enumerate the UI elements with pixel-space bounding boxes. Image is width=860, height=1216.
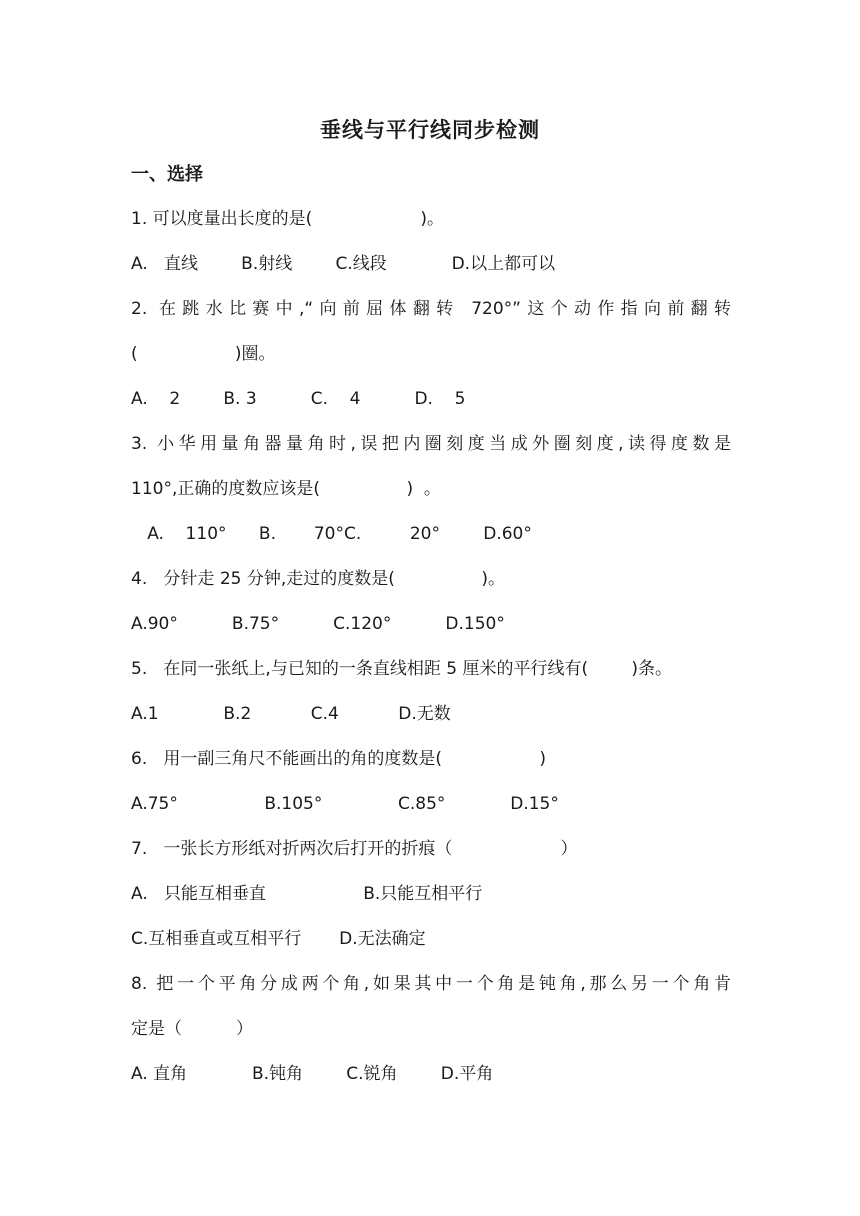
document-title: 垂线与平行线同步检测	[320, 118, 540, 142]
question-2-options: A. 2 B. 3 C. 4 D. 5	[131, 389, 466, 409]
question-7-options-a-b: A. 只能互相垂直 B.只能互相平行	[131, 884, 483, 904]
question-8: 8. 把一个平角分成两个角,如果其中一个角是钝角,那么另一个角肯	[131, 974, 731, 994]
question-1-options: A. 直线 B.射线 C.线段 D.以上都可以	[131, 254, 556, 274]
section-heading: 一、选择	[131, 164, 203, 185]
question-7-options-c-d: C.互相垂直或互相平行 D.无法确定	[131, 929, 426, 949]
question-3: 3. 小华用量角器量角时,误把内圈刻度当成外圈刻度,读得度数是	[131, 434, 731, 454]
question-5-options: A.1 B.2 C.4 D.无数	[131, 704, 451, 724]
question-7: 7. 一张长方形纸对折两次后打开的折痕（ ）	[131, 839, 578, 859]
question-2: 2. 在跳水比赛中,“向前屈体翻转 720°”这个动作指向前翻转	[131, 299, 731, 319]
question-4-options: A.90° B.75° C.120° D.150°	[131, 614, 505, 634]
question-8-options: A. 直角 B.钝角 C.锐角 D.平角	[131, 1064, 494, 1084]
question-8-continued: 定是（ ）	[131, 1019, 254, 1039]
question-3-options: A. 110° B. 70°C. 20° D.60°	[131, 524, 532, 544]
question-1: 1. 可以度量出长度的是( )。	[131, 209, 444, 229]
question-4: 4. 分针走 25 分钟,走过的度数是( )。	[131, 569, 505, 589]
question-3-continued: 110°,正确的度数应该是( ) 。	[131, 479, 441, 499]
question-6-options: A.75° B.105° C.85° D.15°	[131, 794, 559, 814]
question-2-continued: ( )圈。	[131, 344, 276, 364]
question-5: 5. 在同一张纸上,与已知的一条直线相距 5 厘米的平行线有( )条。	[131, 659, 672, 679]
question-6: 6. 用一副三角尺不能画出的角的度数是( )	[131, 749, 546, 769]
